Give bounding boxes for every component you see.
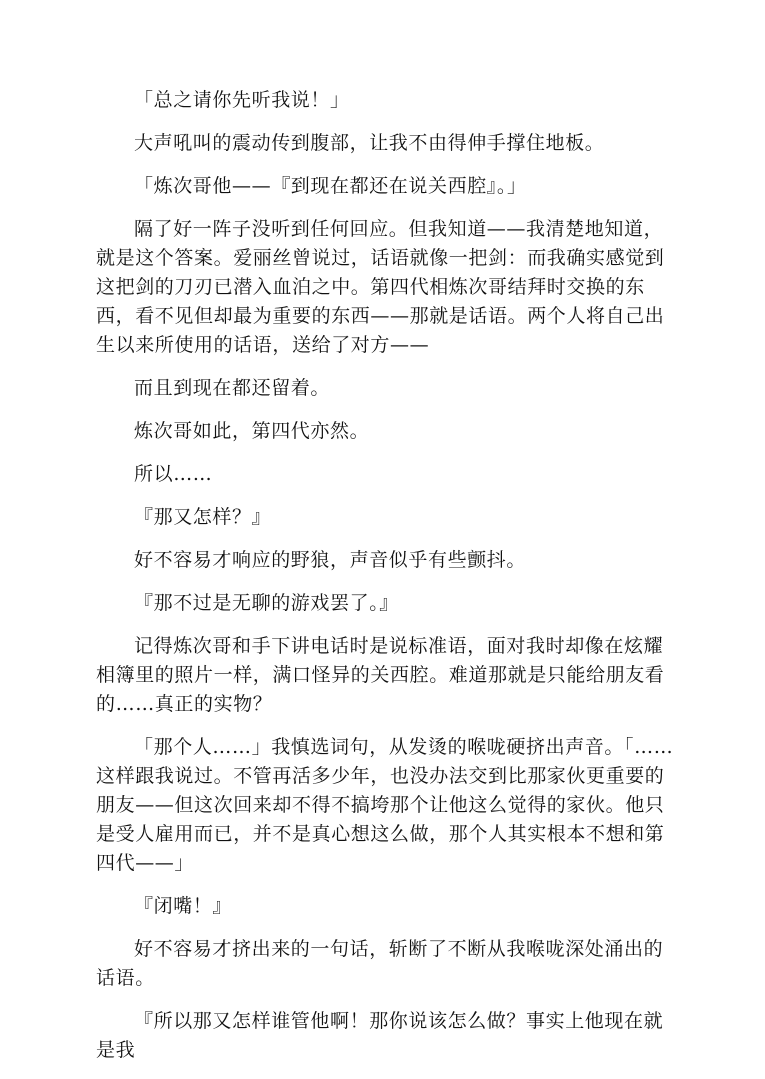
- paragraph-15: 『所以那又怎样谁管他啊！那你说该怎么做？事实上他现在就是我: [96, 1010, 664, 1061]
- paragraph-13: 『闭嘴！』: [134, 895, 233, 917]
- paragraph-8: 『那又怎样？』: [134, 506, 272, 528]
- paragraph-7: 所以……: [134, 463, 213, 485]
- paragraph-5: 而且到现在都还留着。: [134, 377, 331, 399]
- paragraph-4: 隔了好一阵子没听到任何回应。但我知道——我清楚地知道，就是这个答案。爱丽丝曾说过，话语就像一把剑：而我确实感觉到这把剑的刀刃已潜入血泊之中。第四代相炼次哥结拜时交换的东西，看不见但却最为重要的东西——那就是话语。两个人将自己出生以来所使用的话语，送给了对方——: [96, 218, 665, 356]
- body-text: [96, 86, 676, 1079]
- paragraph-12: 「那个人……」我慎选词句，从发烫的喉咙硬挤出声音。「……这样跟我说过。不管再活多少年，也没办法交到比那家伙更重要的朋友——但这次回来却不得不搞垮那个让他这么觉得的家伙。他只是受人雇用而已，并不是真心想这么做，那个人其实根本不想和第四代——」: [96, 736, 674, 874]
- paragraph-11: 记得炼次哥和手下讲电话时是说标准语，面对我时却像在炫耀相簿里的照片一样，满口怪异的关西腔。难道那就是只能给朋友看的……真正的实物？: [96, 635, 665, 715]
- paragraph-6: 炼次哥如此，第四代亦然。: [134, 420, 370, 442]
- paragraph-1: 「总之请你先听我说！」: [134, 89, 350, 111]
- paragraph-3: 「炼次哥他——『到现在都还在说关西腔』。」: [134, 175, 527, 197]
- paragraph-9: 好不容易才响应的野狼，声音似乎有些颤抖。: [134, 549, 527, 571]
- paragraph-14: 好不容易才挤出来的一句话，斩断了不断从我喉咙深处涌出的话语。: [96, 938, 664, 989]
- paragraph-2: 大声吼叫的震动传到腹部，让我不由得伸手撑住地板。: [134, 132, 605, 154]
- paragraph-10: 『那不过是无聊的游戏罢了。』: [134, 592, 399, 614]
